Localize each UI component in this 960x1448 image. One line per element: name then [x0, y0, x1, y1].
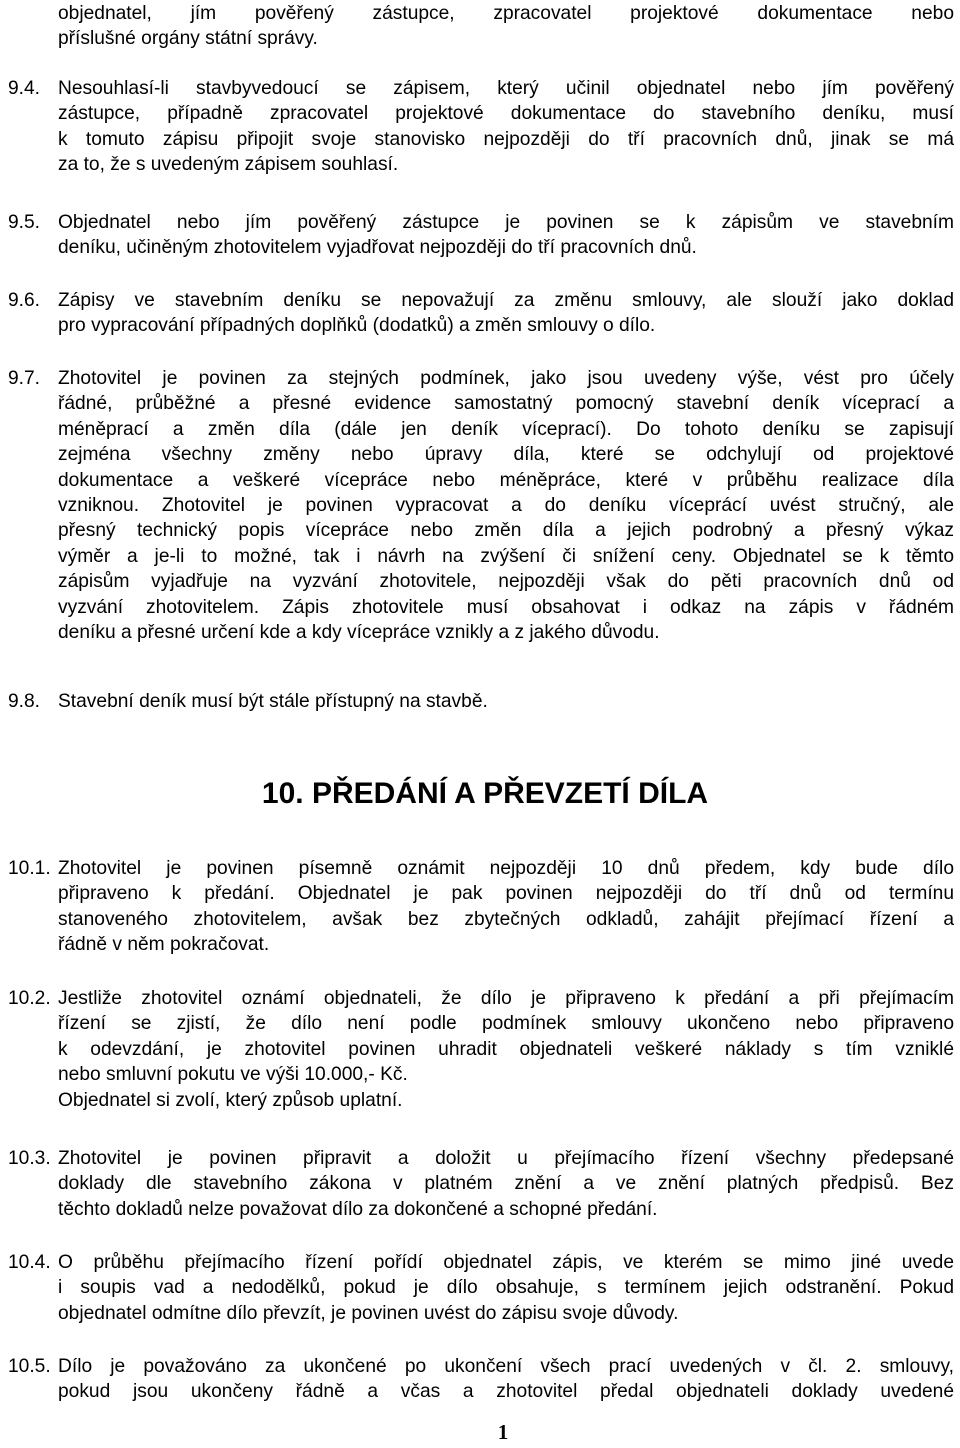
text-line: Dílo je považováno za ukončené po ukončení všech prací uvedených v čl. 2. smlouvy,: [58, 1356, 954, 1377]
clause-number: 10.5.: [8, 1356, 51, 1377]
text-line: řádné, průběžné a přesné evidence samostatný pomocný stavební deník víceprací a: [58, 393, 954, 415]
text-line: zápisům vyjadřuje na vyzvání zhotovitele, nejpozději však do pěti pracovních dnů od: [58, 571, 954, 593]
clause-9-5: [8, 210, 960, 261]
clause-number: 10.1.: [8, 858, 51, 879]
clause-10-4: [8, 1250, 960, 1326]
text-line: Zápisy ve stavebním deníku se nepovažují za změnu smlouvy, ale slouží jako doklad: [58, 290, 954, 311]
text-line: vzniknou. Zhotovitel je povinen vypracovat a do deníku víceprácí uvést stručný, ale: [58, 494, 954, 516]
text-line: těchto dokladů nelze považovat dílo za dokončené a schopné předání.: [58, 1198, 658, 1220]
clause-number: 9.4.: [8, 78, 41, 99]
text-line: Zhotovitel je povinen písemně oznámit nejpozději 10 dnů předem, kdy bude dílo: [58, 858, 954, 879]
text-line: k odevzdání, je zhotovitel povinen uhradit objednateli veškeré náklady s tím vzniklé: [58, 1038, 954, 1060]
continuation-paragraph: [8, 1, 960, 52]
clause-number: 9.5.: [8, 212, 41, 233]
clause-number: 10.4.: [8, 1252, 51, 1273]
text-line: deníku, učiněným zhotovitelem vyjadřovat nejpozději do tří pracovních dnů.: [58, 237, 697, 259]
clause-9-7: [8, 366, 960, 645]
text-line: řízení se zjistí, že dílo není podle podmínek smlouvy ukončeno nebo připraveno: [58, 1013, 954, 1035]
text-line: zejména všechny změny nebo úpravy díla, které se odchylují od projektové: [58, 444, 954, 466]
text-line: pro vypracování případných doplňků (dodatků) a změn smlouvy o dílo.: [58, 315, 656, 337]
text-line: objednatel odmítne dílo převzít, je povinen uvést do zápisu svoje důvody.: [58, 1302, 679, 1324]
text-line: Objednatel si zvolí, který způsob uplatní.: [58, 1089, 403, 1111]
clause-number: 9.6.: [8, 290, 41, 311]
text-line: deníku a přesné určení kde a kdy vícepráce vznikly a z jakého důvodu.: [58, 621, 660, 643]
text-line: přesný technický popis vícepráce nebo změn díla a jejich podrobný a přesný výkaz: [58, 520, 954, 542]
text-line: Zhotovitel je povinen za stejných podmínek, jako jsou uvedeny výše, vést pro účely: [58, 368, 954, 389]
text-line: i soupis vad a nedodělků, pokud je dílo obsahuje, s termínem jejich odstranění. Pokud: [58, 1277, 954, 1299]
text-line: Nesouhlasí-li stavbyvedoucí se zápisem, který učinil objednatel nebo jím pověřený: [58, 78, 954, 99]
text-line: Stavební deník musí být stále přístupný na stavbě.: [58, 691, 488, 712]
clause-number: 10.3.: [8, 1148, 51, 1169]
clause-10-2: [8, 986, 960, 1113]
text-line: příslušné orgány státní správy.: [58, 28, 318, 50]
section-heading: 10. PŘEDÁNÍ A PŘEVZETÍ DÍLA: [261, 777, 709, 810]
text-line: O průběhu přejímacího řízení pořídí objednatel zápis, ve kterém se mimo jiné uvede: [58, 1252, 954, 1273]
text-line: Zhotovitel je povinen připravit a doložit u přejímacího řízení všechny předepsané: [58, 1148, 954, 1169]
text-line: Objednatel nebo jím pověřený zástupce je povinen se k zápisům ve stavebním: [58, 212, 954, 233]
clause-number: 10.2.: [8, 988, 51, 1009]
text-line: doklady dle stavebního zákona v platném znění a ve znění platných předpisů. Bez: [58, 1173, 954, 1195]
text-line: řádně v něm pokračovat.: [58, 934, 270, 956]
page-number: 1: [497, 1420, 509, 1444]
text-line: připraveno k předání. Objednatel je pak povinen nejpozději do tří dnů od termínu: [58, 883, 954, 905]
text-line: za to, že s uvedeným zápisem souhlasí.: [58, 154, 399, 176]
clause-9-8: [8, 689, 960, 714]
clause-9-4: [8, 76, 960, 178]
text-line: vyzvání zhotovitelem. Zápis zhotovitele musí obsahovat i odkaz na zápis v řádném: [58, 596, 954, 618]
text-line: výměr a je-li to možné, tak i návrh na zvýšení či snížení ceny. Objednatel se k těmto: [58, 545, 954, 567]
text-line: zástupce, případně zpracovatel projektové dokumentace do stavebního deníku, musí: [58, 103, 954, 125]
clause-10-5: [8, 1354, 960, 1405]
text-line: méněprací a změn díla (dále jen deník víceprací). Do tohoto deníku se zapisují: [58, 418, 954, 440]
clause-10-3: [8, 1146, 960, 1222]
clause-number: 9.7.: [8, 368, 41, 389]
text-line: Jestliže zhotovitel oznámí objednateli, že dílo je připraveno k předání a při přejímacím: [58, 988, 954, 1009]
clause-9-6: [8, 288, 960, 339]
clause-number: 9.8.: [8, 691, 41, 712]
clause-10-1: [8, 856, 960, 958]
text-line: k tomuto zápisu připojit svoje stanovisko nejpozději do tří pracovních dnů, jinak se má: [58, 128, 954, 150]
text-line: dokumentace a veškeré vícepráce nebo méněpráce, které v průběhu realizace díla: [58, 469, 954, 491]
text-line: stanoveného zhotovitelem, avšak bez zbytečných odkladů, zahájit přejímací řízení a: [58, 908, 954, 930]
text-line: pokud jsou ukončeny řádně a včas a zhotovitel předal objednateli doklady uvedené: [58, 1381, 954, 1403]
text-line: objednatel, jím pověřený zástupce, zpracovatel projektové dokumentace nebo: [58, 3, 954, 24]
text-line: nebo smluvní pokutu ve výši 10.000,- Kč.: [58, 1064, 408, 1086]
